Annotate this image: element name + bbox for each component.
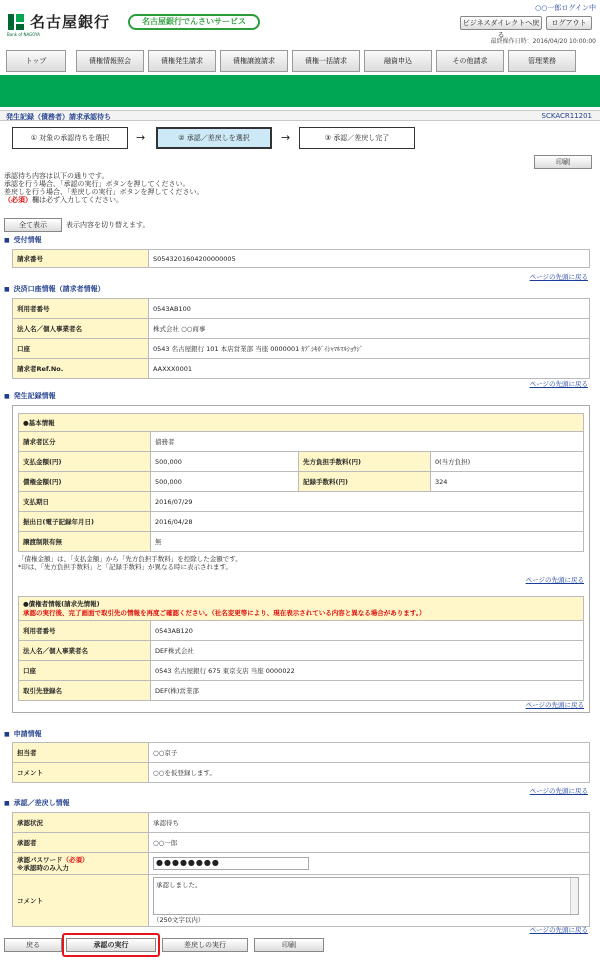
step-arrow-1: → [136, 131, 146, 144]
account-label: 法人名／個人事業者名 [13, 319, 149, 339]
account-value: 0543 名古屋銀行 101 本店営業部 当座 0000001 ｶﾌﾞｼｷｶﾞｲｼｬﾏﾙﾏﾙｼｮｳｼﾞ [149, 339, 590, 359]
creditor-warning: 承認の実行後、完了画面で取引先の情報を再度ご確認ください。（社名変更等により、現在表示されている内容と異なる場合があります。） [23, 608, 426, 617]
screen-code: SCKACR11201 [541, 112, 592, 120]
pay-amount-value: 500,000 [151, 452, 299, 472]
nav-tab-bond-transfer[interactable]: 債権譲渡請求 [220, 50, 288, 72]
issue-date-label: 振出日(電子記録年月日) [19, 512, 151, 532]
comment-scrollbar[interactable] [570, 878, 578, 914]
record-note-1: 「債権金額」は、「支払金額」から「先方負担手数料」を控除した金額です。 [18, 555, 242, 563]
page-top-link-2[interactable]: ページの先頭に戻る [529, 380, 588, 388]
logout-button[interactable]: ログアウト [546, 16, 592, 30]
print-button-top[interactable]: 印刷 [534, 155, 592, 169]
password-note: ※承認時のみ入力 [17, 863, 69, 872]
record-fee-value: 324 [431, 472, 584, 492]
biz-direct-return-button[interactable]: ビジネスダイレクトへ戻る [460, 16, 542, 30]
back-button[interactable]: 戻る [4, 938, 62, 952]
receipt-label-request-no: 請求番号 [13, 250, 149, 268]
approve-button[interactable]: 承認の実行 [66, 938, 156, 952]
password-label: 承認パスワード [17, 855, 63, 864]
comment-text: 承認しました。 [156, 881, 202, 889]
application-table [12, 742, 590, 783]
instruction-line-4: 欄は必ず入力してください。 [32, 196, 123, 204]
creditor-value: 0543 名古屋銀行 675 東京支店 当座 0000022 [151, 661, 584, 681]
creditor-value: DEF(株)営業部 [151, 681, 584, 701]
nav-tab-bond-issue[interactable]: 債権発生請求 [148, 50, 216, 72]
section-account-title: ■ 決済口座情報（請求者情報） [4, 284, 105, 294]
record-note-2: *印は、「先方負担手数料」と「記録手数料」が異なる時に表示されます。 [18, 563, 232, 571]
page-title: 発生記録（債務者）請求承認待ち [6, 113, 111, 121]
account-label: 利用者番号 [13, 299, 149, 319]
instruction-line-3: 差戻しを行う場合、「差戻しの実行」ボタンを押してください。 [4, 188, 204, 196]
last-operation-time: 最終操作日時：2016/04/20 10:00:00 [490, 38, 596, 45]
bank-logo-mark-icon [6, 10, 26, 34]
receipt-table [12, 249, 590, 268]
step-arrow-2: → [281, 131, 291, 144]
nav-tab-admin[interactable]: 管理業務 [508, 50, 576, 72]
instruction-line-2: 承認を行う場合、「承認の実行」ボタンを押してください。 [4, 180, 190, 188]
nav-tab-bond-inquiry[interactable]: 債権情報照会 [76, 50, 144, 72]
main-nav [0, 47, 600, 75]
section-approval-title: ■ 承認／差戻し情報 [4, 798, 70, 808]
page-top-link-5[interactable]: ページの先頭に戻る [529, 787, 588, 795]
step-1: ① 対象の承認待ちを選択 [12, 127, 128, 149]
basic-info-heading: ●基本情報 [19, 414, 584, 432]
creditor-info-table [18, 596, 584, 701]
claimant-class-value: 債務者 [151, 432, 584, 452]
creditor-value: 0543AB120 [151, 621, 584, 641]
record-fee-label: 記録手数料(円) [299, 472, 431, 492]
page-title-bar [0, 110, 600, 121]
approval-comment-textarea[interactable] [153, 877, 579, 915]
instructions [4, 172, 204, 204]
fee-value: 0(当方負担) [431, 452, 584, 472]
print-button-bottom[interactable]: 印刷 [254, 938, 324, 952]
page-top-link-4[interactable]: ページの先頭に戻る [525, 701, 584, 709]
service-name-badge: 名古屋銀行でんさいサービス [128, 14, 260, 30]
bank-logo-text: 名古屋銀行 [30, 13, 111, 31]
step-2-current: ② 承認／差戻しを選択 [156, 127, 272, 149]
account-value: 0543AB100 [149, 299, 590, 319]
transfer-restrict-value: 無 [151, 532, 584, 552]
section-receipt-title: ■ 受付情報 [4, 235, 42, 245]
creditor-label: 取引先登録名 [19, 681, 151, 701]
due-date-value: 2016/07/29 [151, 492, 584, 512]
claimant-class-label: 請求者区分 [19, 432, 151, 452]
section-application-title: ■ 申請情報 [4, 729, 42, 739]
bank-logo-subtext: Bank of NAGOYA [7, 32, 41, 37]
nav-tab-bond-bulk[interactable]: 債権一括請求 [292, 50, 360, 72]
creditor-heading: ●債権者情報(請求先情報) [23, 599, 100, 608]
page-top-link-6[interactable]: ページの先頭に戻る [529, 926, 588, 934]
record-notes [18, 555, 242, 571]
approver-label: 承認者 [13, 833, 149, 853]
account-label: 請求者Ref.No. [13, 359, 149, 379]
basic-info-table [18, 413, 584, 552]
nav-tab-top[interactable]: トップ [6, 50, 66, 72]
creditor-label: 法人名／個人事業者名 [19, 641, 151, 661]
account-label: 口座 [13, 339, 149, 359]
due-date-label: 支払期日 [19, 492, 151, 512]
creditor-value: DEF株式会社 [151, 641, 584, 661]
nav-tab-other[interactable]: その他請求 [436, 50, 504, 72]
password-required-tag: （必須） [62, 855, 89, 864]
reject-button[interactable]: 差戻しの実行 [162, 938, 248, 952]
comment-limit: （250文字以内） [153, 916, 205, 924]
approval-status-label: 承認状況 [13, 813, 149, 833]
creditor-heading-cell [19, 597, 584, 621]
comment-label: コメント [13, 875, 149, 927]
application-label: 担当者 [13, 743, 149, 763]
password-label-cell [13, 853, 149, 875]
approval-password-input[interactable]: ●●●●●●●● [153, 857, 309, 870]
page-top-link-1[interactable]: ページの先頭に戻る [529, 273, 588, 281]
user-link-text: ○○一郎ログイン中 [535, 4, 596, 12]
receipt-value-request-no: S0543201604200000005 [149, 250, 590, 268]
instruction-line-1: 承認待ち内容は以下の通りです。 [4, 172, 109, 180]
login-user-link[interactable] [535, 3, 596, 13]
account-table [12, 298, 590, 379]
approver-value: ○○一郎 [149, 833, 590, 853]
pay-amount-label: 支払金額(円) [19, 452, 151, 472]
issue-date-value: 2016/04/28 [151, 512, 584, 532]
step-3: ③ 承認／差戻し完了 [299, 127, 415, 149]
sub-nav-bar [0, 75, 600, 107]
page-top-link-3[interactable]: ページの先頭に戻る [525, 576, 584, 584]
show-all-button[interactable]: 全て表示 [4, 218, 62, 232]
creditor-label: 口座 [19, 661, 151, 681]
bond-amount-label: 債権金額(円) [19, 472, 151, 492]
application-label: コメント [13, 763, 149, 783]
nav-tab-loan[interactable]: 融資申込 [364, 50, 432, 72]
show-all-description: 表示内容を切り替えます。 [66, 221, 150, 229]
application-value: ○○を仮登録します。 [149, 763, 590, 783]
application-value: ○○京子 [149, 743, 590, 763]
approval-status-value: 承認待ち [149, 813, 590, 833]
required-tag: （必須） [4, 196, 32, 204]
creditor-label: 利用者番号 [19, 621, 151, 641]
fee-label: 先方負担手数料(円) [299, 452, 431, 472]
transfer-restrict-label: 譲渡制限有無 [19, 532, 151, 552]
approval-table [12, 812, 590, 927]
section-record-title: ■ 発生記録情報 [4, 391, 56, 401]
account-value: 株式会社 ○○商事 [149, 319, 590, 339]
account-value: AAXXX0001 [149, 359, 590, 379]
bond-amount-value: 500,000 [151, 472, 299, 492]
